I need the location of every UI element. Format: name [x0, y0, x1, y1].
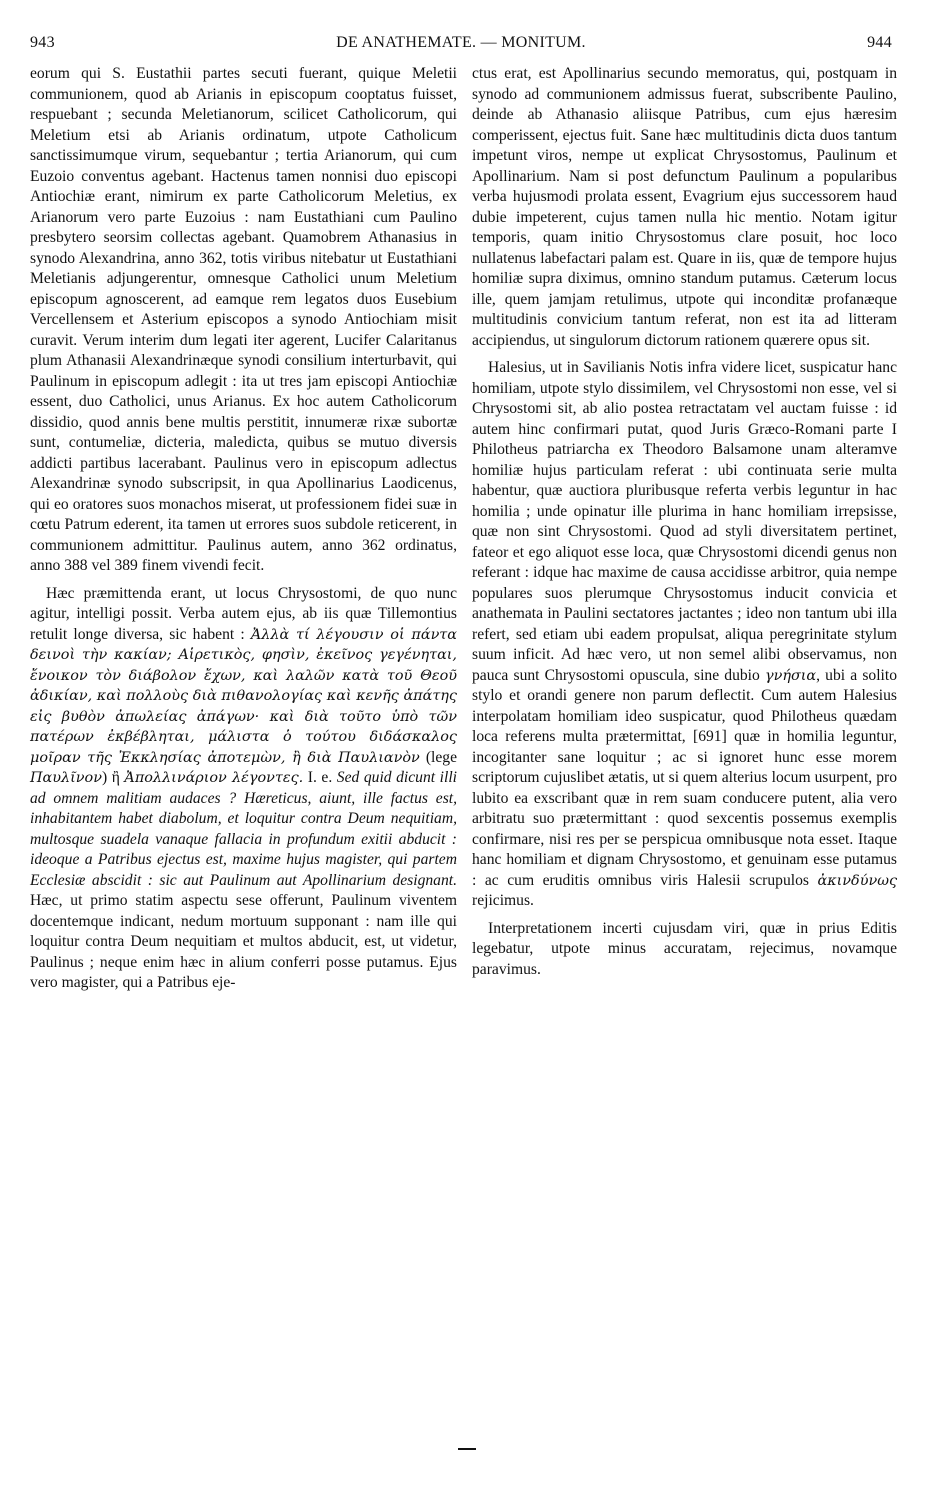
page-number-left: 943 [30, 34, 55, 51]
running-header [30, 34, 892, 56]
greek-quotation: Ἀλλὰ τί λέγουσιν οἱ πάντα δεινοὶ τὴν κακίαν; Αἱρετικὸς, φησὶν, ἐκεῖνος γεγένηται, ἔνοικον τὸν διάβολον ἔχων, καὶ λαλῶν κατὰ τοῦ Θεοῦ ἀδικίαν, καὶ πολλοὺς διὰ πιθανολογίας καὶ κενῆς ἀπάτης εἰς βυθὸν ἀπωλείας ἀπάγων· καὶ διὰ τοῦτο ὑπὸ τῶν πατέρων ἐκβέβληται, μάλιστα ὁ τούτου διδάσκαλος μοῖραν τῆς Ἐκκλησίας ἀποτεμὼν, ἢ διὰ Παυλιανὸν [30, 626, 457, 766]
left-paragraph-1: eorum qui S. Eustathii partes secuti fuerant, quique Meletii communionem, quod ab Arianis in episcopum cooptatus fuisset, respuebant ; secunda Meletianorum, scilicet Catholicorum, qui Meletium etsi ab Arianis ordinatum, utpote Catholicum sanctissimumque virum, sequebantur ; tertia Arianorum, qui cum Euzoio conventus agebant. Hactenus tamen nonnisi duo episcopi Antiochiæ erant, nimirum ex parte Catholicorum Meletius, ex Arianorum vero parte Euzoius : nam Eustathiani cum Paulino presbytero seorsim collectas agebant. Quamobrem Athanasius in synodo Alexandrina, anno 362, totis viribus nitebatur ut Eustathiani Meletianis adjungerentur, omnesque Catholici unum Meletium episcopum agnoscerent, ad eamque rem legatos duos Eusebium Vercellensem et Asterium episcopos a synodo Antiochiam misit curavit. Verum interim dum legati iter agerent, Lucifer Calaritanus plum Athanasii Alexandrinæque synodi consilium interturbavit, qui Paulinum in episcopum adlegit : ita ut tres jam episcopi Antiochiæ essent, duo Catholici, unus Arianus. Ex hoc autem Catholicorum dissidio, quod annis bene multis perstitit, innumeræ rixæ subortæ sunt, contumeliæ, dicteria, maledicta, quibus se mutuo diversis addicti partibus lacerabant. Paulinus vero in episcopum adlectus Alexandrinæ synodo subscripsit, in qua Apollinarius Laodicenus, qui eo oratores suos monachos miserat, ut professionem fidei suæ in cœtu Patrum ederent, ita tamen ut errores suos subdole reticerent, in communionem admittitur. Paulinus autem, anno 362 ordinatus, anno 388 vel 389 finem vivendi fecit. [30, 65, 457, 574]
greek-word: Παυλῖνον [30, 770, 102, 786]
text-span: Halesius, ut in Savilianis Notis infra videre licet, suspicatur hanc homiliam, utpote stylo dissimilem, vel Chrysostomi non esse, vel si Chrysostomi sit, ab alio postea retractatam vel auctam fuisse : id autem hinc confirmari putat, quod Juris Græco-Romani parte I Philotheus patriarcha ex Theodoro Balsamone unam alteramve homiliæ hujus particulam referat : ubi continuata serie multa habentur, quæ auctiora pluribusque referta verbis leguntur in hac homilia ; unde opinatur ille plurima in hanc homiliam irrepsisse, quæ non sint Chrysostomi. Quod ad styli diversitatem pertinet, fateor et ego aliquot esse loca, quæ Chrysostomi dicendi genus non referant : idque hac maxime de causa accidisse arbitror, quia nempe populares suos plerumque Chrysostomus inducit convicia et anathemata in Paulini sectatores jactantes ; ideo non tantum ubi illa refert, sed etiam ubi eadem propulsat, aliqua peregrinitate stylum suum inficit. Ad hæc vero, ut non semel alibi observamus, non pauca sunt Chrysostomi opuscula, sine dubio [472, 359, 897, 684]
greek-word: ἀκινδύνως [817, 872, 897, 889]
footer-dash [458, 1448, 476, 1450]
left-paragraph-2 [30, 584, 457, 994]
text-span: , ubi a solito stylo et orandi genere non parum deflectit. Cum autem Halesius interpolatam homiliam ideo suspicatur, quod Philotheus quædam loca referens multa prætermittat, [691] quæ in homilia leguntur, incogitanter sane loquitur ; ac si ignoret hunc esse morem scriptorum cujuslibet ætatis, ut si quem alterius locum usurpent, pro lubito ea exscribant quæ in rem suam conducere putent, alia vero arbitratu suo prætermittant : quod sexcentis possemus exemplis confirmare, nisi res per se perspicua omnibusque nota esset. Itaque hanc homiliam et dignam Chrysostomo, et genuinam esse putamus : ac cum eruditis omnibus viris Halesii scrupulos [472, 666, 897, 889]
left-column [30, 64, 457, 1001]
text-span: rejicimus. [472, 892, 534, 909]
right-paragraph-1: ctus erat, est Apollinarius secundo memoratus, qui, postquam in synodo ad communionem admissus fuerat, subscribente Paulino, deinde ab Athanasio aliisque Patribus, cum ejus hæresim comperissent, ejectus fuit. Sane hæc multitudinis dicta duos tantum impetunt viros, nempe ut explicat Chrysostomus, Paulinum et Apollinarium. Nam si post defunctum Paulinum a popularibus verba hujusmodi prolata essent, Evagrium ejus successorem haud dubie impeterent, cujus tamen nulla hic mentio. Notam igitur temporis, quam initio Chrysostomus clare posuit, hoc loco nullatenus labefactari palam est. Quare in iis, quæ de tempore hujus homiliæ supra diximus, omnino standum putamus. Cæterum locus ille, quem jamjam retulimus, utpote qui inconditæ profanæque multitudinis convicium tantum referat, non est ita ad litteram accipiendus, ut singulorum dictorum rationem quærere opus sit. [472, 65, 897, 349]
right-paragraph-2 [472, 358, 897, 912]
greek-word: γνήσια [764, 667, 817, 684]
text-span: I. e. [303, 769, 337, 786]
greek-word: Ἀπολλινάριον λέγοντες. [124, 770, 304, 786]
page-number-right: 944 [867, 34, 892, 51]
text-span: Hæc præmittenda erant, ut locus Chrysostomi, de quo nunc agitur, intelligi possit. Verba autem ejus, ab iis quæ Tillemontius retulit longe diversa, sic habent : [30, 584, 457, 643]
right-column [472, 64, 897, 987]
text-span: Hæc, ut primo statim aspectu sese offerunt, Paulinum viventem docentemque indicant, nedum mortuum supponant : nam ille qui loquitur contra Deum nequitiam et multos abducit, est, ut videtur, Paulinus ; neque enim hæc in alium conferri posse putamus. Ejus vero magister, qui a Patribus eje- [30, 892, 457, 991]
text-span: ) ἢ [101, 769, 125, 786]
right-paragraph-3: Interpretationem incerti cujusdam viri, quæ in prius Editis legebatur, utpote minus accuratam, rejecimus, novamque paravimus. [472, 919, 897, 978]
latin-translation: Sed quid dicunt illi ad omnem malitiam audaces ? Hæreticus, aiunt, ille factus est, inhabitantem habet diabolum, et loquitur contra Deum nequitiam, multosque suadela vanaque fallacia in profundum exitii abducit : ideoque a Patribus ejectus est, maxime hujus magister, qui partem Ecclesiæ abscidit : sic aut Paulinum aut Apollinarium designant. [30, 769, 457, 889]
running-title: DE ANATHEMATE. — MONITUM. [336, 34, 586, 51]
text-span: (lege [419, 748, 457, 766]
